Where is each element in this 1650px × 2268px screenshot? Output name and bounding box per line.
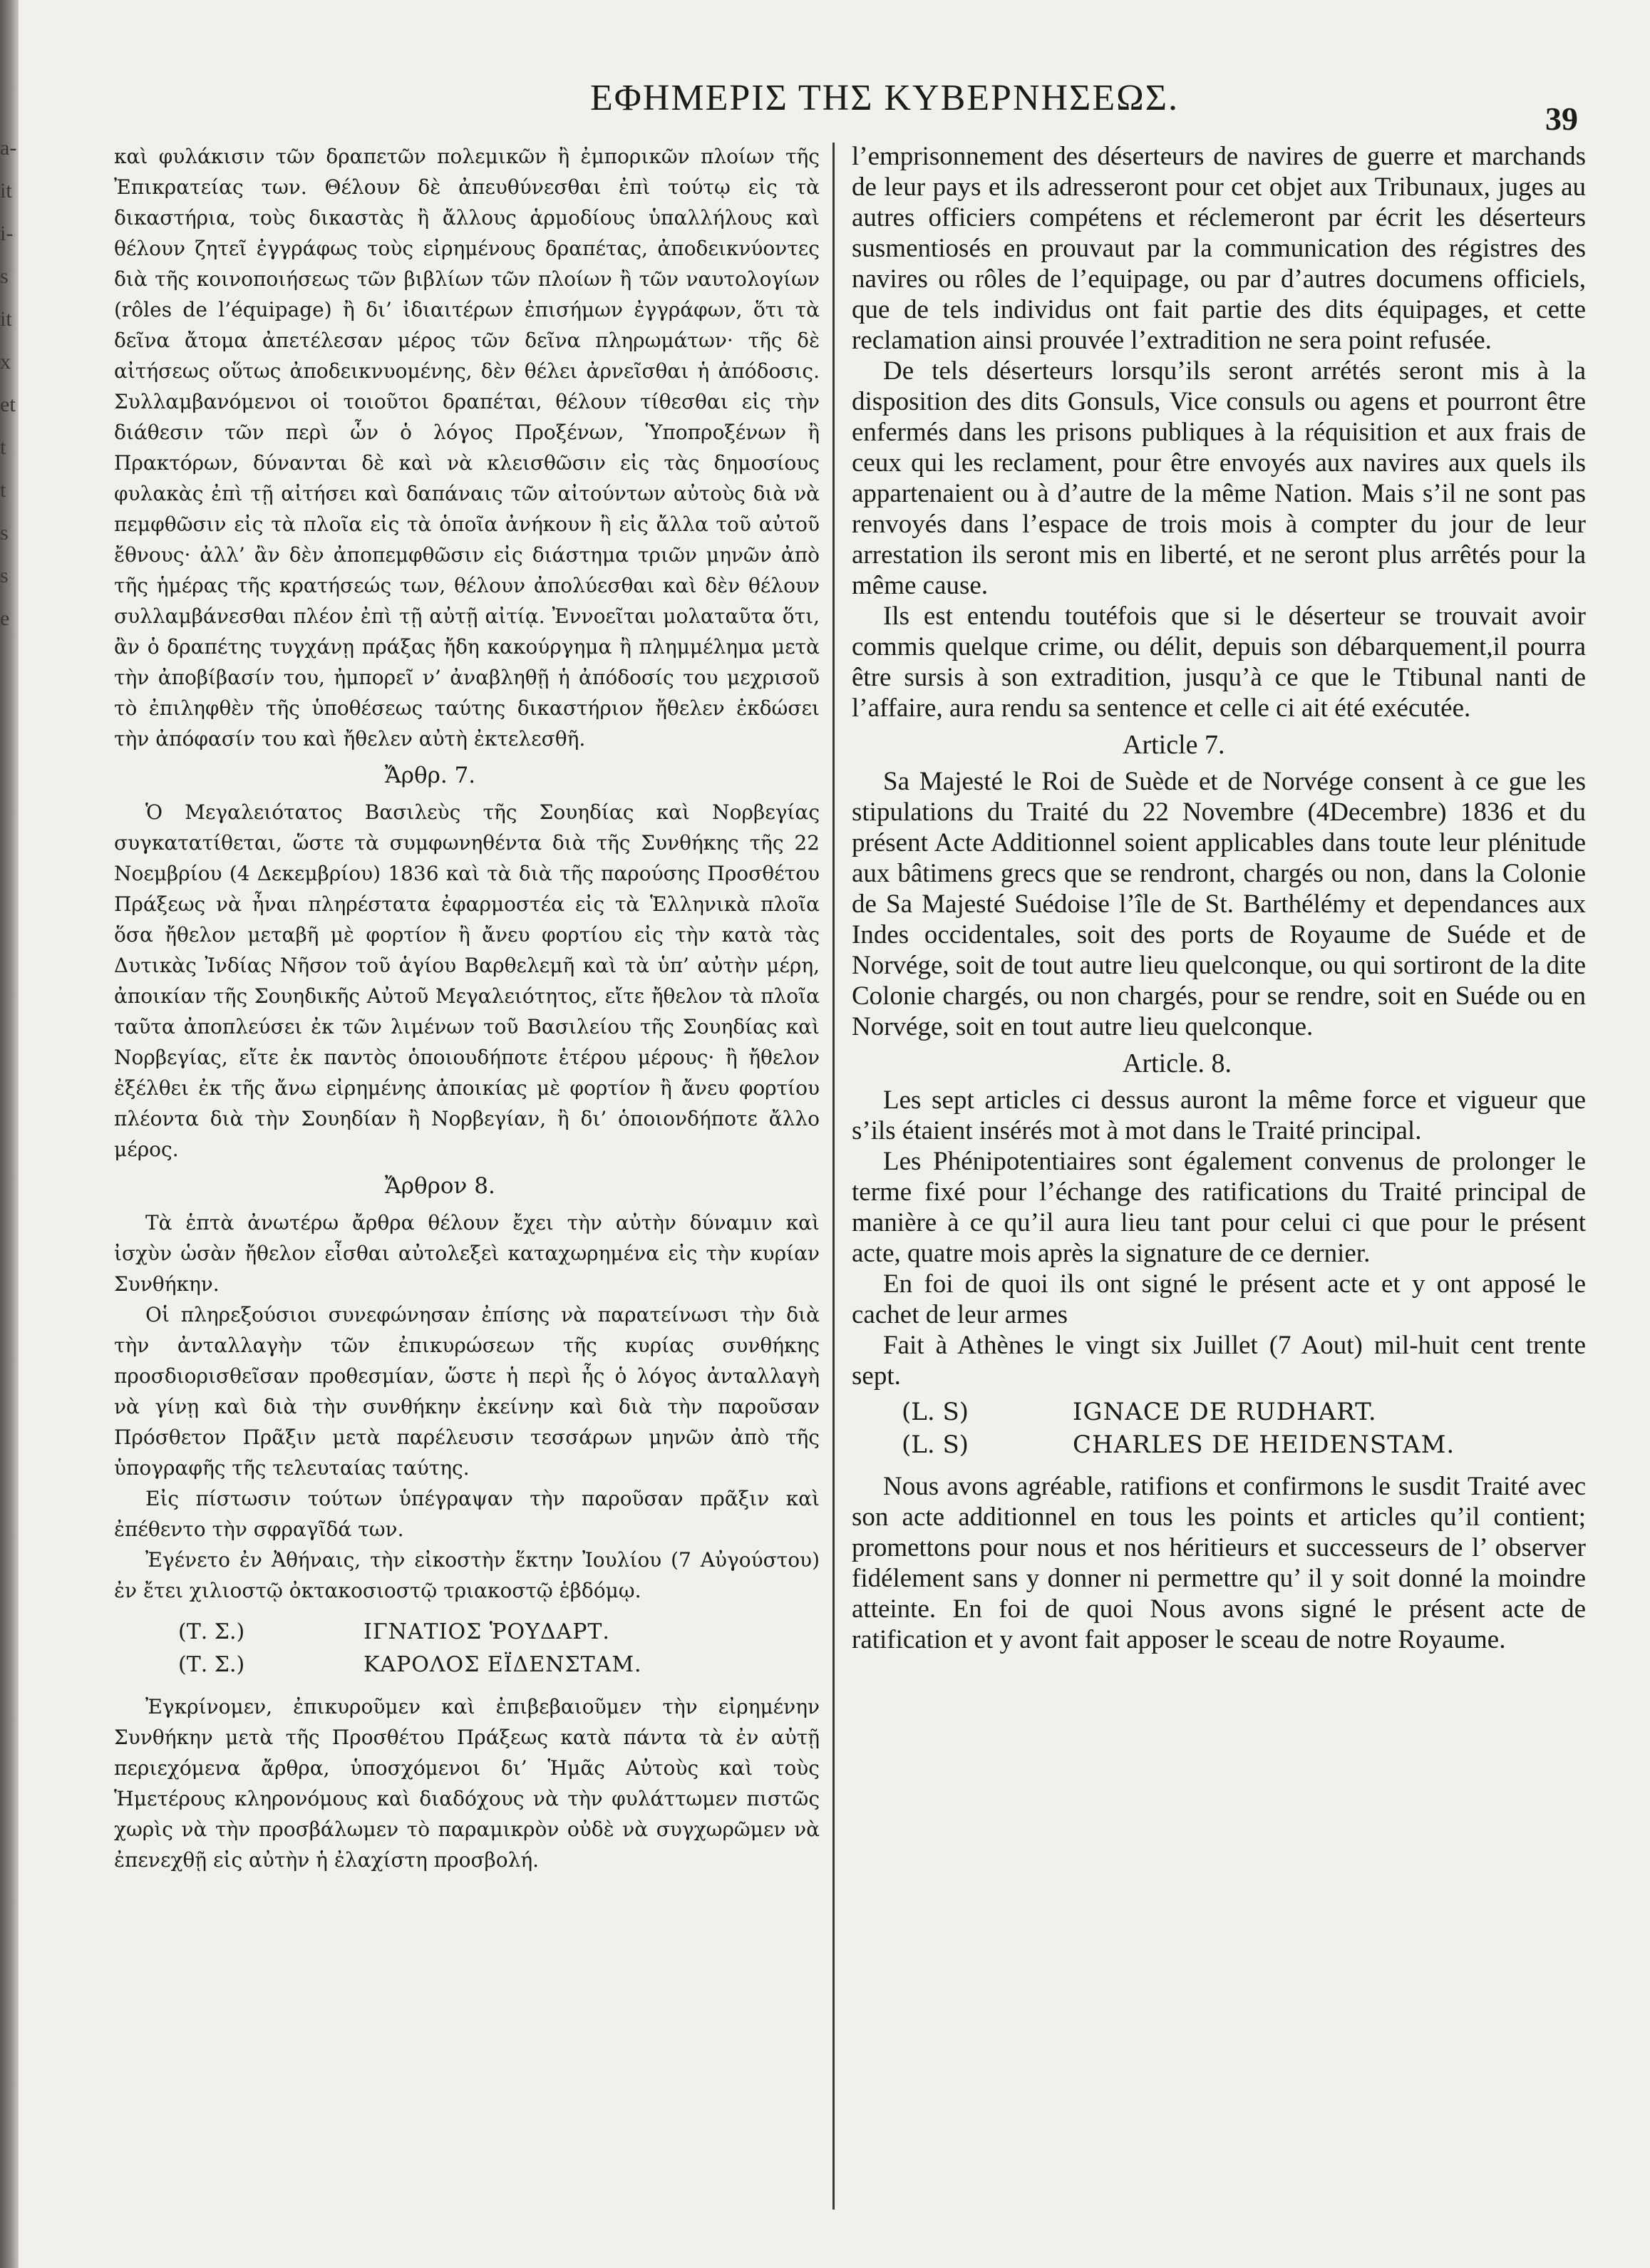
margin-fragment: a- — [0, 136, 17, 160]
greek-paragraph: Τὰ ἑπτὰ ἀνωτέρω ἄρθρα θέλουν ἔχει τὴν αὐτὴν δύναμιν καὶ ἰσχὺν ὡσὰν ἤθελον εἶσθαι αὐτολεξεὶ καταχωρημένα εἰς τὴν κυρίαν Συνθήκην. — [114, 1211, 820, 1296]
french-paragraph: En foi de quoi ils ont signé le présent acte et y ont apposé le cachet de leur armes — [852, 1269, 1586, 1329]
margin-fragment: et — [0, 393, 16, 416]
french-signature-row — [852, 1396, 1586, 1428]
previous-page-margin-fragments — [0, 128, 20, 641]
seal-mark: (Τ. Σ.) — [178, 1619, 245, 1644]
french-paragraph: Sa Majesté le Roi de Suède et de Norvége consent à ce gue les stipulations du Traité du 22 Novembre (4Decembre) 1836 et du présent Acte Additionnel soient applicables dans toute leur plénitude aux bâtimens grecs que se rendront, chargés ou non, dans la Colonie de Sa Majesté Suédoise l’île de St. Barthélémy et dependances aux Indes occidentales, soit des ports de Royaume de Suéde et de Norvége, soit de tout autre lieu quelconque, ou qui sortiront de la dite Colonie chargés, ou non chargés, pour se rendre, soit en Suéde ou en Norvége, soit en tout autre lieu quelconque. — [852, 767, 1586, 1041]
french-paragraph: De tels déserteurs lorsqu’ils seront arrétés seront mis à la disposition des dits Gonsuls, Vice consuls ou agens et pourront être enfermés dans les prisons publiques à la réquisition et aux frais de ceux qui les reclament, pour être envoyés aux navires aux quels ils appartenaient ou à d’autre de la même Nation. Mais s’il ne sont pas renvoyés dans l’espace de trois mois à compter du jour de leur arrestation ils seront mis en liberté, et ne seront plus arrêtés pour la même cause. — [852, 356, 1586, 600]
margin-fragment: it — [0, 179, 12, 202]
margin-fragment: x — [0, 350, 11, 373]
french-paragraph: Ils est entendu toutéfois que si le déserteur se trouvait avoir commis quelque crime, ou délit, depuis son débarquement,il pourra être sursis à son extradition, jusqu’à ce que le Ttibunal nanti de l’affaire, aura rendu sa sentence et celle ci ait été exécutée. — [852, 602, 1586, 723]
margin-fragment: s — [0, 264, 9, 288]
french-paragraph: Fait à Athènes le vingt six Juillet (7 Aout) mil-huit cent trente sept. — [852, 1331, 1586, 1391]
greek-signature-row — [114, 1649, 820, 1681]
margin-fragment: it — [0, 307, 12, 331]
greek-paragraph: Εἰς πίστωσιν τούτων ὑπέγραψαν τὴν παροῦσαν πρᾶξιν καὶ ἐπέθεντο τὴν σφραγῖδά των. — [114, 1487, 820, 1541]
greek-article-8-heading: Ἄρθρον 8. — [385, 1173, 495, 1199]
greek-paragraph: Ἐγκρίνομεν, ἐπικυροῦμεν καὶ ἐπιβεβαιοῦμεν τὴν εἰρημένην Συνθήκην μετὰ τῆς Προσθέτου Πράξεως κατὰ πάντα τὰ ἐν αὐτῇ περιεχόμενα ἄρθρα, ὑποσχόμενοι δι’ Ἡμᾶς Αὐτοὺς καὶ τοὺς Ἡμετέρους κληρονόμους καὶ διαδόχους νὰ τὴν φυλάττωμεν πιστῶς χωρὶς νὰ τὴν προσβάλωμεν τὸ παραμικρὸν οὐδὲ νὰ συγχωρῶμεν νὰ ἐπενεχθῇ εἰς αὐτὴν ἡ ἐλαχίστη προσβολή. — [114, 1695, 820, 1872]
french-paragraph: Nous avons agréable, ratifions et confirmons le susdit Traité avec son acte additionnel en tous les points et articles qu’il contient; promettons pour nous et nos héritieurs et successeurs de l’ observer fidélement sans y donner ni permettre qu’ il y soit donné la moindre atteinte. En foi de quoi Nous avons signé le présent acte de ratification et y avont fait apposer le sceau de notre Royaume. — [852, 1472, 1586, 1654]
greek-paragraph: καὶ φυλάκισιν τῶν δραπετῶν πολεμικῶν ἢ ἐμπορικῶν πλοίων τῆς Ἐπικρατείας των. Θέλουν δὲ ἀπευθύνεσθαι ἐπὶ τούτῳ εἰς τὰ δικαστήρια, τοὺς δικαστὰς ἢ ἄλλους ἁρμοδίους ὑπαλλήλους καὶ θέλουν ζητεῖ ἐγγράφως τοὺς εἰρημένους δραπέτας, ἀποδεικνύοντες διὰ τῆς κοινοποιήσεως τῶν βιβλίων τῶν πλοίων ἢ τῶν ναυτολογίων (rôles de l’équipage) ἢ δι’ ἰδιαιτέρων ἐπισήμων ἐγγράφων, ὅτι τὰ δεῖνα ἄτομα ἀπετέλεσαν μέρος τῶν δεῖνα πληρωμάτων· τῆς δὲ αἰτήσεως οὕτως ἀποδεικνυομένης, δὲν θέλει ἀρνεῖσθαι ἡ ἀπόδοσις. Συλλαμβανόμενοι οἱ τοιοῦτοι δραπέται, θέλουν τίθεσθαι εἰς τὴν διάθεσιν τῶν περὶ ὧν ὁ λόγος Προξένων, Ὑποπροξένων ἢ Πρακτόρων, δύνανται δὲ καὶ νὰ κλεισθῶσιν εἰς τὰς δημοσίους φυλακὰς ἐπὶ τῇ αἰτήσει καὶ δαπάναις τῶν αἰτούντων αὐτοὺς διὰ νὰ πεμφθῶσιν εἰς τὰ πλοῖα εἰς τὰ ὁποῖα ἀνήκουν ἢ εἰς ἄλλα τοῦ αὐτοῦ ἔθνους· ἀλλ’ ἂν δὲν ἀποπεμφθῶσιν εἰς διάστημα τριῶν μηνῶν ἀπὸ τῆς ἡμέρας τῆς κρατήσεώς των, θέλουν ἀπολύεσθαι καὶ δὲν θέλουν συλλαμβάνεσθαι πλέον ἐπὶ τῇ αὐτῇ αἰτίᾳ. Ἐννοεῖται μολαταῦτα ὅτι, ἂν ὁ δραπέτης τυγχάνῃ πράξας ἤδη κακούργημα ἢ πλημμέλημα μετὰ τὴν ἀποβίβασίν του, ἠμπορεῖ ν’ ἀναβληθῇ ἡ ἀπόδοσίς του μεχρισοῦ τὸ ἐπιληφθὲν τῆς ὑποθέσεως ταύτης δικαστήριον ἤθελεν ἐκδώσει τὴν ἀπόφασίν του καὶ ἤθελεν αὐτὴ ἐκτελεσθῆ. — [114, 145, 820, 751]
greek-article-7-heading: Ἄρθρ. 7. — [385, 763, 476, 788]
greek-paragraph: Οἱ πληρεξούσιοι συνεφώνησαν ἐπίσης νὰ παρατείνωσι τὴν διὰ τὴν ἀνταλλαγὴν τῶν ἐπικυρώσεων τῆς κυρίας συνθήκης προσδιορισθεῖσαν προθεσμίαν, ὥστε ἡ περὶ ἧς ὁ λόγος ἀνταλλαγὴ νὰ γίνῃ καὶ διὰ τὴν συνθήκην ἐκείνην καὶ διὰ τὴν παροῦσαν Πρόσθετον Πρᾶξιν μετὰ παρέλευσιν τεσσάρων μηνῶν ἀπὸ τῆς ὑπογραφῆς τῆς τελευταίας ταύτης. — [114, 1303, 820, 1480]
signatory-name: IGNACE DE RUDHART. — [1073, 1398, 1377, 1426]
seal-mark: (Τ. Σ.) — [178, 1652, 245, 1677]
margin-fragment: t — [0, 435, 6, 459]
signatory-name: CHARLES DE HEIDENSTAM. — [1073, 1431, 1455, 1459]
french-column — [852, 141, 1586, 1655]
margin-fragment: t — [0, 478, 6, 502]
greek-paragraph: Ἐγένετο ἐν Ἀθήναις, τὴν εἰκοστὴν ἕκτην Ἰουλίου (7 Αὐγούστου) ἐν ἔτει χιλιοστῷ ὀκτακοσιοστῷ τριακοστῷ ἑβδόμῳ. — [114, 1548, 820, 1602]
french-paragraph: l’emprisonnement des déserteurs de navires de guerre et marchands de leur pays et ils adresseront pour cet objet aux Tribunaux, juges au autres officiers compétens et réclemeront par écrit les déserteurs susmentiosés en prouvaut par la communication des régistres des navires ou rôles de l’equipage, ou par d’autres documens officiels, que de tels individus ont fait partie des dits équipages, et cette reclamation ainsi prouvée l’extradition ne sera point refusée. — [852, 142, 1586, 355]
column-divider — [832, 143, 835, 2210]
greek-paragraph: Ὁ Μεγαλειότατος Βασιλεὺς τῆς Σουηδίας καὶ Νορβεγίας συγκατατίθεται, ὥστε τὰ συμφωνηθέντα διὰ τῆς Συνθήκης τῆς 22 Νοεμβρίου (4 Δεκεμβρίου) 1836 καὶ τὰ διὰ τῆς παρούσης Προσθέτου Πράξεως νὰ ἦναι πληρέστατα ἐφαρμοστέα εἰς τὰ Ἑλληνικὰ πλοῖα ὅσα ἤθελον μεταβῆ μὲ φορτίον ἢ ἄνευ φορτίου εἰς τὴν κατὰ τὰς Δυτικὰς Ἰνδίας Νῆσον τοῦ ἁγίου Βαρθελεμῆ καὶ τὰ ὑπ’ αὐτὴν μέρη, ἀποικίαν τῆς Σουηδικῆς Αὐτοῦ Μεγαλειότητος, εἴτε ἤθελον τὰ πλοῖα ταῦτα ἀποπλεύσει ἐκ τῶν λιμένων τοῦ Βασιλείου τῆς Σουηδίας καὶ Νορβεγίας, εἴτε ἐκ παντὸς ὁποιουδήποτε ἑτέρου μέρους· ἢ ἤθελον ἐξέλθει ἐκ τῆς ἄνω εἰρημένης ἀποικίας μὲ φορτίον ἢ ἄνευ φορτίου πλέοντα διὰ τὴν Σουηδίαν ἢ Νορβεγίαν, ἢ δι’ ὁποιονδήποτε ἄλλο μέρος. — [114, 800, 820, 1161]
page-number: 39 — [1545, 100, 1578, 137]
margin-fragment: i- — [0, 222, 14, 245]
margin-fragment: s — [0, 521, 9, 545]
signatory-name: ΙΓΝΑΤΙΟΣ ῬΟΥΔΑΡΤ. — [363, 1619, 610, 1644]
french-signature-row — [852, 1428, 1586, 1461]
margin-fragment: e — [0, 607, 10, 630]
french-article-7-heading: Article 7. — [1123, 730, 1225, 760]
page-header — [0, 71, 1650, 137]
french-article-8-heading: Article. 8. — [1123, 1048, 1232, 1078]
margin-fragment: s — [0, 564, 9, 587]
newspaper-title: ΕΦΗΜΕΡΙΣ ΤΗΣ ΚΥΒΕΡΝΗΣΕΩΣ. — [590, 78, 1179, 118]
seal-mark: (L. S) — [902, 1398, 969, 1426]
seal-mark: (L. S) — [902, 1431, 969, 1459]
greek-column — [114, 141, 820, 1875]
french-paragraph: Les Phénipotentiaires sont également convenus de prolonger le terme fixé pour l’échange des ratifications du Traité principal de manière à ce qu’il aura lieu tant pour celui ci que pour le présent acte, quatre mois après la signature de ce dernier. — [852, 1147, 1586, 1268]
signatory-name: ΚΑΡΟΛΟΣ ΕΪΔΕΝΣΤΑΜ. — [363, 1652, 642, 1677]
greek-signature-row — [114, 1616, 820, 1649]
french-paragraph: Les sept articles ci dessus auront la même force et vigueur que s’ils étaient insérés mot à mot dans le Traité principal. — [852, 1086, 1586, 1145]
